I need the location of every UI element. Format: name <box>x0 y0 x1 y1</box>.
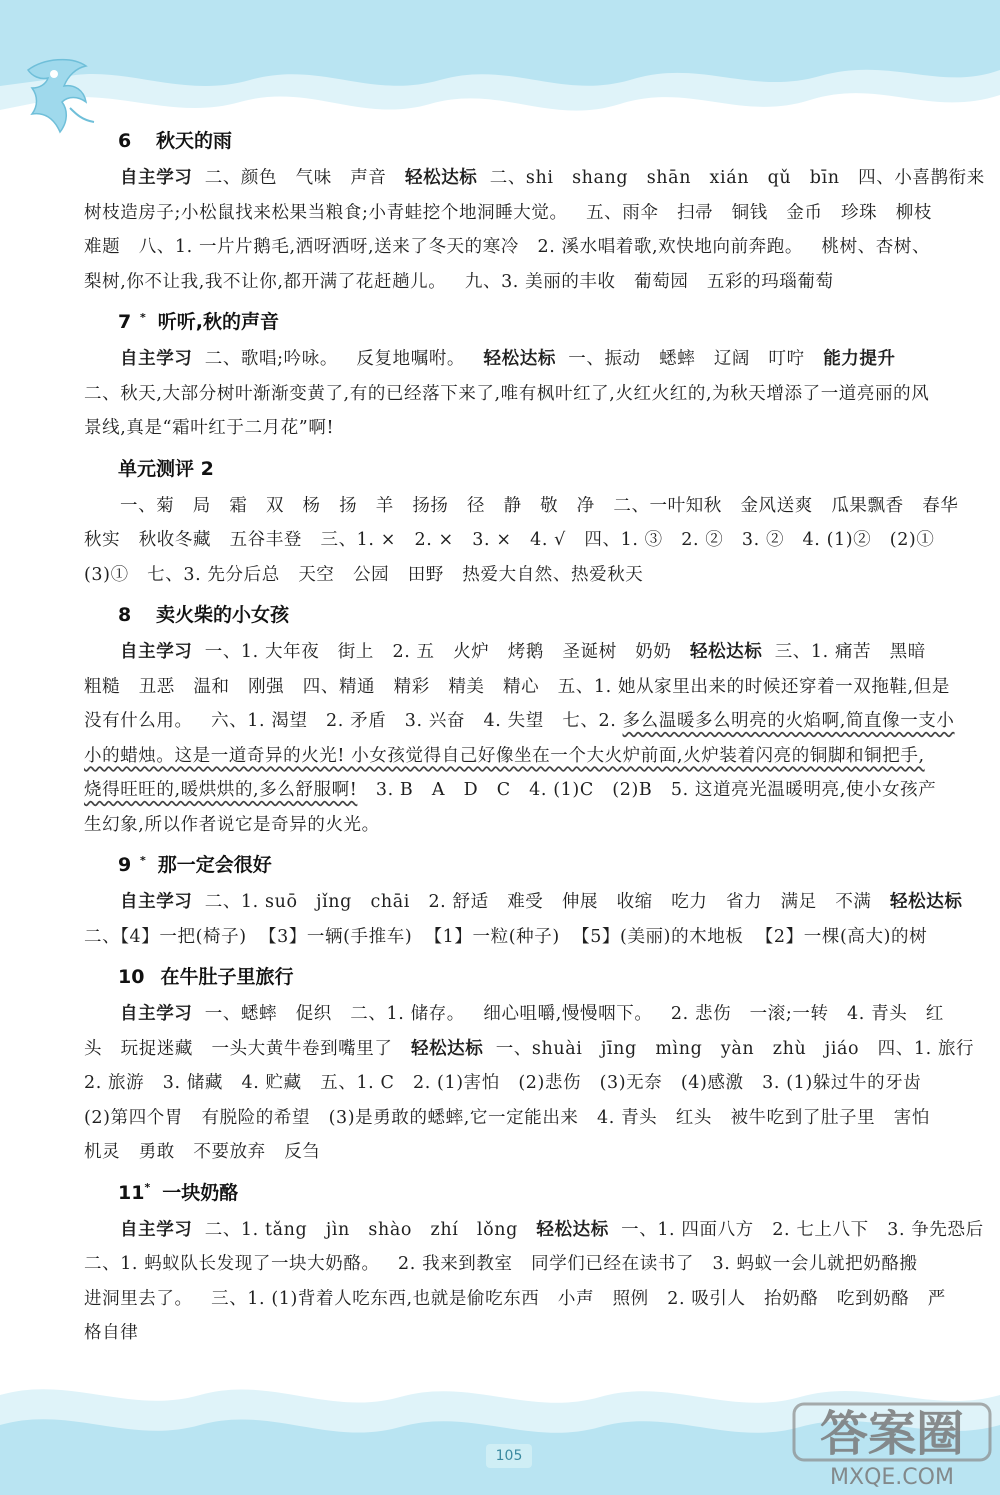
answer-text: 二、1. 蚂蚁队长发现了一块大奶酪。 2. 我来到教室 同学们已经在读书了 3. 蚂蚁一会儿就把奶酪搬 <box>84 1254 918 1274</box>
section-title-text: 一块奶酪 <box>162 1181 239 1204</box>
answer-line <box>84 1032 975 1067</box>
answer-text: 一、1. 大年夜 街上 2. 五 火炉 烤鹅 圣诞树 奶奶 <box>192 642 690 662</box>
section-title-text: 秋天的雨 <box>156 130 233 152</box>
answer-line <box>84 558 964 593</box>
answer-line <box>84 1213 984 1248</box>
lesson-section <box>84 962 975 1170</box>
answer-line <box>84 1101 964 1136</box>
watermark-logo <box>792 1400 992 1490</box>
answer-text: 3. B A D C 4. (1)C (2)B 5. 这道亮光温暖明亮,使小女孩产 <box>357 780 937 800</box>
answer-text: (3)① 七、3. 先分后总 天空 公园 田野 热爱大自然、热爱秋天 <box>84 564 644 585</box>
answer-text: (2)第四个胃 有脱险的希望 (3)是勇敢的蟋蟀,它一定能出来 4. 青头 红头 被牛吃到了肚子里 害怕 <box>84 1107 930 1128</box>
answer-text: 一、菊 局 霜 双 杨 扬 羊 扬扬 径 静 敬 净 二、一叶知秋 金风送爽 瓜果飘香 春华 <box>120 495 959 516</box>
section-number: 11 <box>118 1181 145 1204</box>
answer-line <box>84 739 964 774</box>
answer-line <box>84 523 964 558</box>
answer-line <box>84 489 964 524</box>
answer-line <box>84 920 964 955</box>
answer-text: 二、1. suō jǐng chāi 2. 舒适 难受 伸展 收缩 吃力 省力 满足 不满 <box>192 892 891 912</box>
section-label: 自主学习 <box>120 168 193 188</box>
answer-line <box>84 196 964 231</box>
section-title <box>118 600 964 627</box>
answer-text: 二、【4】一把(椅子) 【3】一辆(手推车) 【1】一粒(种子) 【5】(美丽)的木地板 【2】一棵(高大)的树 <box>84 926 928 947</box>
section-title <box>118 126 964 153</box>
answer-line <box>84 997 964 1032</box>
answer-line <box>84 808 964 843</box>
section-label: 轻松达标 <box>890 892 963 912</box>
page-number: 105 <box>486 1444 532 1468</box>
answer-line <box>84 230 964 265</box>
answer-text: 一、振动 蟋蟀 辽阔 叮咛 <box>555 349 824 369</box>
section-title <box>118 454 964 481</box>
section-label: 轻松达标 <box>689 642 763 662</box>
optional-lesson-mark: * <box>140 853 146 867</box>
section-title-text: 在牛肚子里旅行 <box>160 966 294 988</box>
underlined-answer-text: 烧得旺旺的,暖烘烘的,多么舒服啊! <box>84 780 358 800</box>
optional-lesson-mark: * <box>140 310 146 324</box>
answer-text: 三、1. 痛苦 黑暗 <box>762 642 926 662</box>
answer-text: 梨树,你不让我,我不让你,都开满了花赶趟儿。 九、3. 美丽的丰收 葡萄园 五彩的玛瑙葡萄 <box>84 271 834 292</box>
section-label: 自主学习 <box>120 1219 193 1240</box>
answer-line <box>84 377 964 412</box>
section-label: 自主学习 <box>120 349 193 369</box>
answer-line <box>84 1066 964 1101</box>
section-title-text: 听听,秋的声音 <box>157 311 279 333</box>
section-number: 7 <box>118 311 132 333</box>
answer-text: 2. 旅游 3. 储藏 4. 贮藏 五、1. C 2. (1)害怕 (2)悲伤 (3)无奈 (4)感激 3. (1)躲过牛的牙齿 <box>84 1073 922 1093</box>
section-label: 自主学习 <box>120 892 193 912</box>
section-label: 能力提升 <box>823 349 896 369</box>
answer-text: 机灵 勇敢 不要放弃 反刍 <box>84 1142 321 1162</box>
section-title-text: 卖火柴的小女孩 <box>156 604 290 626</box>
lesson-section <box>84 850 964 954</box>
answer-content <box>84 118 985 1351</box>
section-label: 轻松达标 <box>410 1038 484 1059</box>
section-number: 10 <box>118 966 145 988</box>
answer-text: 二、秋天,大部分树叶渐渐变黄了,有的已经落下来了,唯有枫叶红了,火红火红的,为秋天增添了一道亮丽的风 <box>84 383 930 404</box>
answer-line <box>84 885 964 920</box>
answer-line <box>84 1282 964 1317</box>
answer-line <box>84 635 964 670</box>
section-label: 轻松达标 <box>483 349 556 369</box>
answer-text: 二、shi shang shān xián qǔ bīn 四、小喜鹊衔来 <box>477 168 985 188</box>
section-number: 8 <box>118 604 132 626</box>
section-label: 轻松达标 <box>405 168 478 188</box>
answer-text: 二、1. tǎng jìn shào zhí lǒng <box>192 1219 537 1240</box>
lesson-section <box>84 126 985 299</box>
watermark-small-text: MXQE.COM <box>830 1465 954 1490</box>
answer-text: 格自律 <box>84 1323 139 1343</box>
answer-text: 树枝造房子;小松鼠找来松果当粮食;小青蛙挖个地洞睡大觉。 五、雨伞 扫帚 铜钱 金币 珍珠 柳枝 <box>84 202 932 223</box>
answer-text: 粗糙 丑恶 温和 刚强 四、精通 精彩 精美 精心 五、1. 她从家里出来的时候还穿着一双拖鞋,但是 <box>84 676 950 697</box>
section-label: 自主学习 <box>120 1004 193 1024</box>
section-title-text: 单元测评 2 <box>118 457 214 480</box>
answer-text: 没有什么用。 六、1. 渴望 2. 矛盾 3. 兴奋 4. 失望 七、2. <box>84 711 623 731</box>
answer-line <box>84 342 964 377</box>
lesson-section <box>84 307 964 446</box>
watermark-big-text: 答案圈 <box>819 1406 965 1462</box>
answer-text: 生幻象,所以作者说它是奇异的火光。 <box>84 814 380 835</box>
answer-text: 头 玩捉迷藏 一头大黄牛卷到嘴里了 <box>84 1038 411 1059</box>
answer-line <box>84 1316 964 1351</box>
answer-text: 秋实 秋收冬藏 五谷丰登 三、1. × 2. × 3. × 4. √ 四、1. ③ 2. ② 3. ② 4. (1)② (2)① <box>84 530 935 550</box>
answer-text: 难题 八、1. 一片片鹅毛,洒呀洒呀,送来了冬天的寒冷 2. 溪水唱着歌,欢快地向前奔跑。 桃树、杏树、 <box>84 237 931 257</box>
section-title-text: 那一定会很好 <box>157 854 272 876</box>
answer-line <box>84 1135 964 1170</box>
answer-text: 二、歌唱;吟咏。 反复地嘱咐。 <box>192 349 484 369</box>
section-title <box>118 307 964 334</box>
answer-text: 二、颜色 气味 声音 <box>192 168 405 188</box>
section-title <box>118 1178 964 1205</box>
answer-line <box>84 773 964 808</box>
optional-lesson-mark: * <box>144 1181 151 1195</box>
answer-text: 景线,真是“霜叶红于二月花”啊! <box>84 418 335 438</box>
section-title <box>118 962 964 989</box>
answer-text: 进洞里去了。 三、1. (1)背着人吃东西,也就是偷吃东西 小声 照例 2. 吸引人 抬奶酪 吃到奶酪 严 <box>84 1288 946 1309</box>
answer-line <box>84 161 985 196</box>
answer-line <box>84 1247 964 1282</box>
answer-line <box>84 265 964 300</box>
section-number: 9 <box>118 854 132 876</box>
answer-line <box>84 670 964 705</box>
answer-text: 一、1. 四面八方 2. 七上八下 3. 争先恐后 <box>608 1219 984 1240</box>
answer-text: 一、shuài jīng mìng yàn zhù jiáo 四、1. 旅行 <box>483 1038 975 1059</box>
section-label: 自主学习 <box>120 642 193 662</box>
section-label: 轻松达标 <box>536 1219 609 1240</box>
section-number: 6 <box>118 130 132 152</box>
lesson-section <box>84 454 964 593</box>
answer-line <box>84 704 964 739</box>
underlined-answer-text: 小的蜡烛。这是一道奇异的火光! 小女孩觉得自己好像坐在一个大火炉前面,火炉装着闪亮的铜脚和铜把手, <box>84 745 925 766</box>
top-wave-band <box>0 0 1000 130</box>
lesson-section <box>84 600 964 842</box>
underlined-answer-text: 多么温暖多么明亮的火焰啊,简直像一支小 <box>622 711 955 731</box>
answer-text: 一、蟋蟀 促织 二、1. 储存。 细心咀嚼,慢慢咽下。 2. 悲伤 一滚;一转 4. 青头 红 <box>192 1004 944 1024</box>
lesson-section <box>84 1178 984 1351</box>
answer-line <box>84 411 964 446</box>
section-title <box>118 850 964 877</box>
